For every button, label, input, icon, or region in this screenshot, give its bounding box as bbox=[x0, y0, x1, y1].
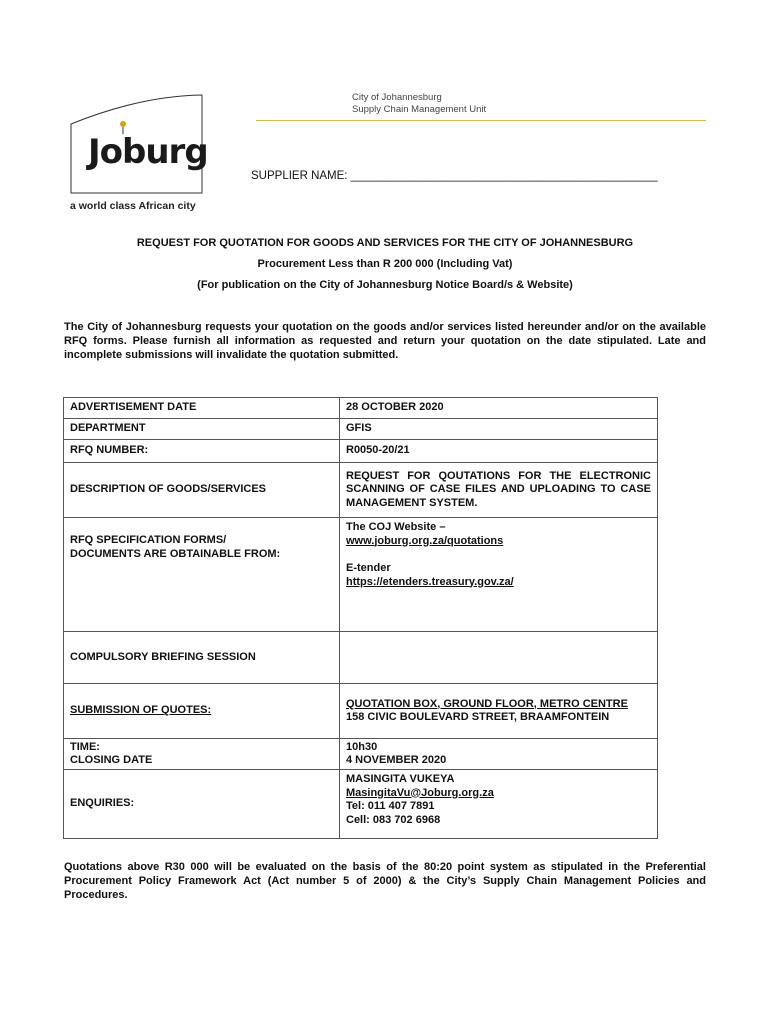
org-block bbox=[352, 92, 486, 116]
intro-paragraph: The City of Johannesburg requests your quotation on the goods and/or services listed hereunder and/or on the available RFQ forms. Please furnish all information as requested and return your quotation on the date stipulated. Late and incomplete submissions will invalidate the quotation submitted. bbox=[64, 321, 706, 361]
logo-wordmark: Joburg bbox=[88, 132, 208, 172]
briefing-label: COMPULSORY BRIEFING SESSION bbox=[64, 632, 340, 684]
table-row bbox=[64, 739, 658, 770]
department-label: DEPARTMENT bbox=[64, 419, 340, 440]
enquiries-email-link[interactable]: MasingitaVu@Joburg.org.za bbox=[346, 786, 494, 799]
logo-tagline: a world class African city bbox=[70, 200, 196, 212]
description-label: DESCRIPTION OF GOODS/SERVICES bbox=[64, 463, 340, 518]
document-title: REQUEST FOR QUOTATION FOR GOODS AND SERVICES FOR THE CITY OF JOHANNESBURG bbox=[136, 237, 634, 249]
submission-address: 158 CIVIC BOULEVARD STREET, BRAAMFONTEIN bbox=[346, 711, 610, 723]
forms-label-line1: RFQ SPECIFICATION FORMS/ bbox=[70, 534, 227, 546]
department-value: GFIS bbox=[340, 419, 658, 440]
table-row bbox=[64, 684, 658, 739]
forms-value bbox=[340, 518, 658, 632]
table-row bbox=[64, 518, 658, 632]
enquiries-name: MASINGITA VUKEYA bbox=[346, 773, 455, 785]
table-row bbox=[64, 770, 658, 839]
supplier-name-field bbox=[251, 170, 658, 182]
table-row bbox=[64, 398, 658, 419]
time-closing-value bbox=[340, 739, 658, 770]
briefing-value bbox=[340, 632, 658, 684]
submission-value bbox=[340, 684, 658, 739]
org-unit: Supply Chain Management Unit bbox=[352, 104, 487, 115]
enquiries-value bbox=[340, 770, 658, 839]
org-name: City of Johannesburg bbox=[352, 92, 442, 103]
etender-link[interactable]: https://etenders.treasury.gov.za/ bbox=[346, 575, 514, 588]
ad-date-value: 28 OCTOBER 2020 bbox=[340, 398, 658, 419]
document-subtitle: Procurement Less than R 200 000 (Including Vat) bbox=[257, 258, 513, 270]
etender-label: E-tender bbox=[346, 562, 391, 574]
submission-box: QUOTATION BOX, GROUND FLOOR, METRO CENTRE bbox=[346, 697, 628, 710]
description-value: REQUEST FOR QOUTATIONS FOR THE ELECTRONIC SCANNING OF CASE FILES AND UPLOADING TO CASE MANAGEMENT SYSTEM. bbox=[340, 463, 658, 518]
table-row bbox=[64, 632, 658, 684]
rfq-number-label: RFQ NUMBER: bbox=[64, 440, 340, 463]
coj-quotations-link[interactable]: www.joburg.org.za/quotations bbox=[346, 534, 504, 547]
closing-date-value: 4 NOVEMBER 2020 bbox=[346, 754, 447, 766]
header-divider bbox=[256, 120, 706, 121]
enquiries-tel: Tel: 011 407 7891 bbox=[346, 800, 435, 812]
time-label: TIME: bbox=[70, 740, 100, 753]
joburg-logo bbox=[70, 94, 208, 194]
evaluation-note: Quotations above R30 000 will be evaluated on the basis of the 80:20 point system as stipulated in the Preferential Procurement Policy Framework Act (Act number 5 of 2000) & the City’s Supply Chain Management Policies and Procedures. bbox=[64, 861, 706, 901]
coj-website-label: The COJ Website – bbox=[346, 521, 446, 533]
table-row bbox=[64, 440, 658, 463]
rfq-details-table bbox=[63, 397, 658, 839]
submission-label: SUBMISSION OF QUOTES: bbox=[64, 684, 340, 739]
time-closing-label bbox=[64, 739, 340, 770]
forms-label bbox=[64, 518, 340, 632]
closing-date-label: CLOSING DATE bbox=[70, 754, 153, 766]
table-row bbox=[64, 419, 658, 440]
document-publication-note: (For publication on the City of Johannesburg Notice Board/s & Website) bbox=[197, 279, 573, 291]
enquiries-cell: Cell: 083 702 6968 bbox=[346, 813, 441, 826]
rfq-number-value: R0050-20/21 bbox=[340, 440, 658, 463]
supplier-blank: ________________________________________________ bbox=[350, 170, 658, 182]
supplier-label: SUPPLIER NAME: bbox=[251, 170, 348, 182]
ad-date-label: ADVERTISEMENT DATE bbox=[64, 398, 340, 419]
forms-label-line2: DOCUMENTS ARE OBTAINABLE FROM: bbox=[70, 547, 281, 560]
time-value: 10h30 bbox=[346, 740, 378, 753]
enquiries-label: ENQUIRIES: bbox=[64, 770, 340, 839]
table-row bbox=[64, 463, 658, 518]
